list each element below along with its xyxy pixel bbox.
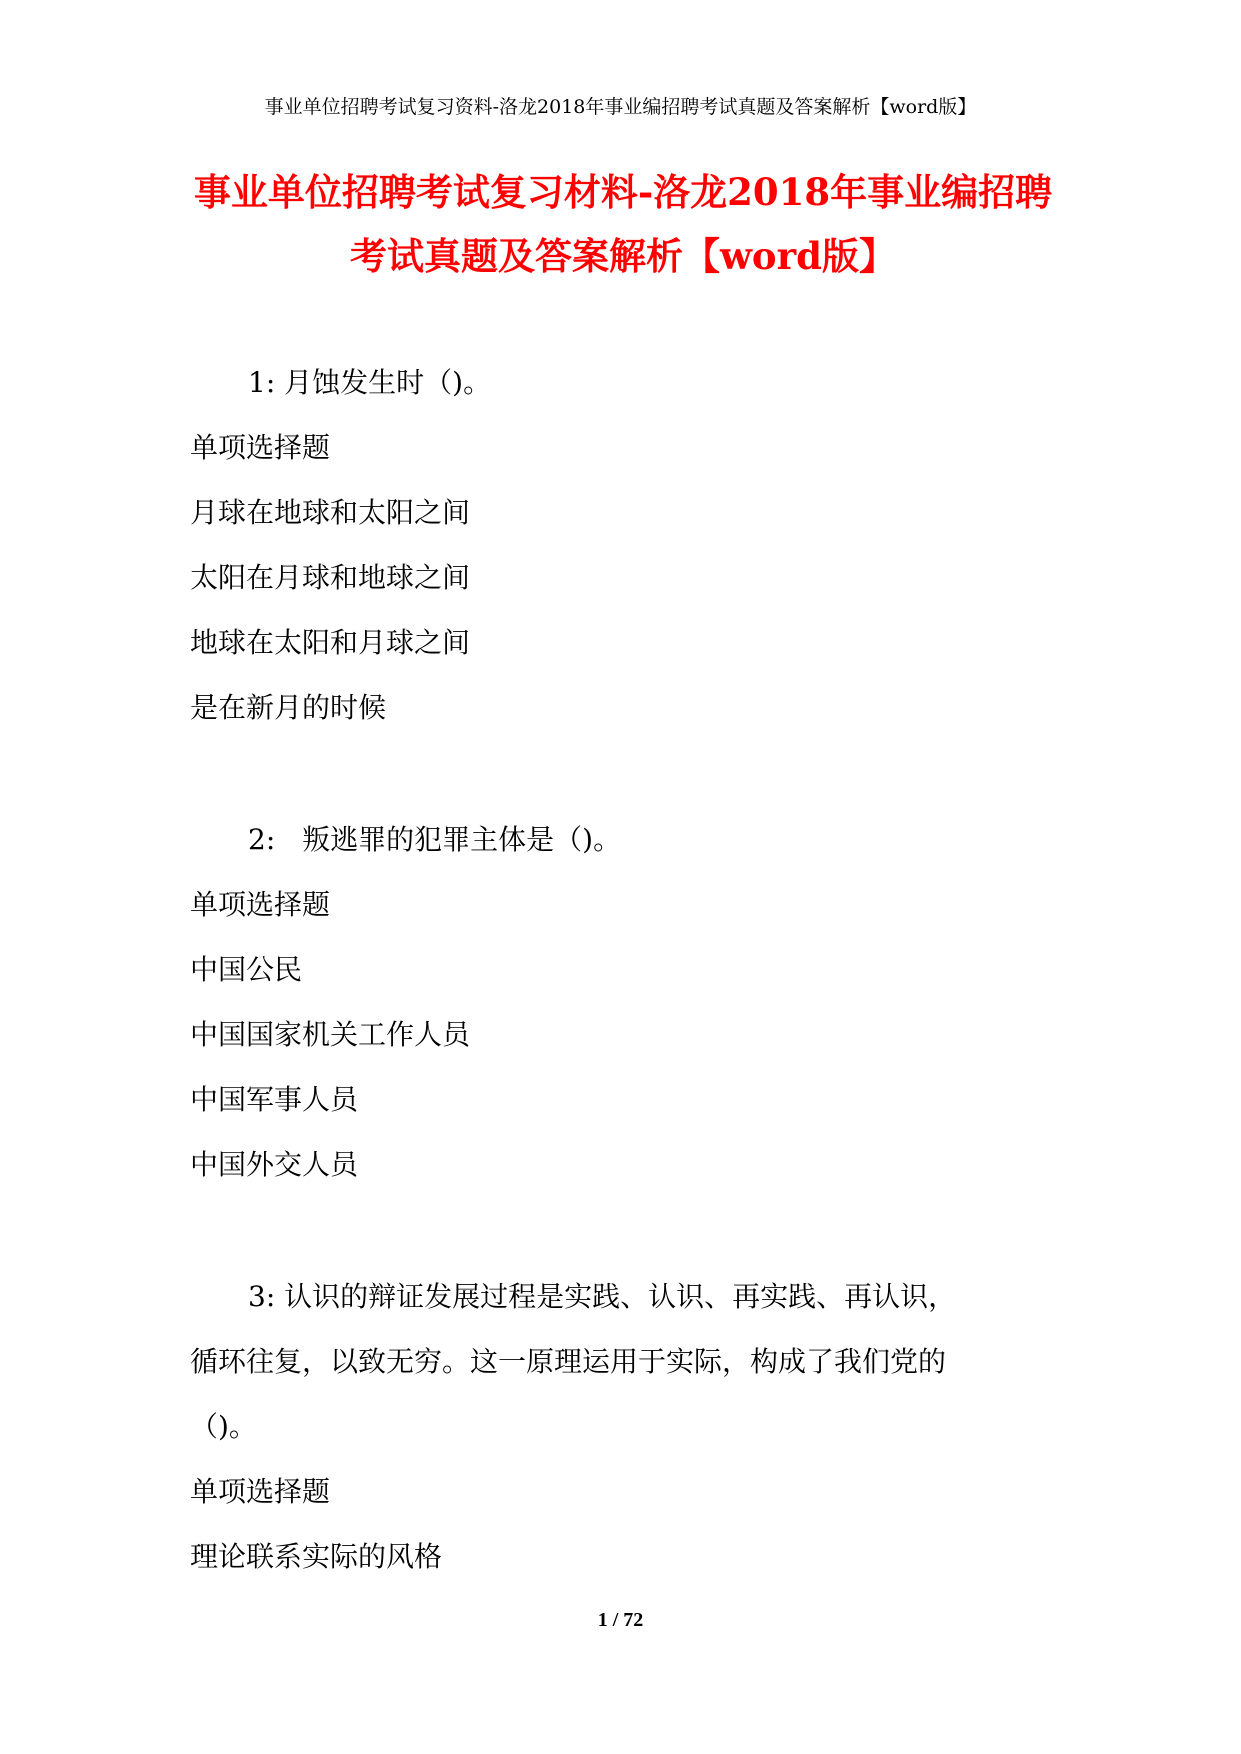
question-3-stem-line-2: 循环往复，以致无穷。这一原理运用于实际，构成了我们党的 (190, 1345, 947, 1378)
question-text-line-1: 认识的辩证发展过程是实践、认识、再实践、再认识， (284, 1280, 957, 1313)
question-2-stem (248, 820, 621, 860)
question-number: 1: (248, 366, 276, 399)
question-2-option-c: 中国军事人员 (190, 1083, 359, 1116)
question-number: 2: (248, 823, 276, 856)
page-indicator: 1 / 72 (597, 1609, 644, 1631)
question-1-option-a: 月球在地球和太阳之间 (190, 496, 471, 529)
title-line-2: 考试真题及答案解析【word版】 (350, 234, 896, 278)
question-number: 3: (248, 1280, 276, 1313)
question-3-type: 单项选择题 (190, 1475, 331, 1508)
question-1-stem (248, 363, 491, 403)
question-text: 叛逃罪的犯罪主体是（)。 (302, 823, 622, 856)
question-3-option-a: 理论联系实际的风格 (190, 1540, 443, 1573)
question-1-option-b: 太阳在月球和地球之间 (190, 561, 471, 594)
question-2-option-d: 中国外交人员 (190, 1148, 359, 1181)
question-1-type: 单项选择题 (190, 431, 331, 464)
question-1-option-d: 是在新月的时候 (190, 691, 387, 724)
question-2-option-a: 中国公民 (190, 953, 303, 986)
running-header: 事业单位招聘考试复习资料-洛龙2018年事业编招聘考试真题及答案解析【word版】 (264, 96, 977, 118)
question-text: 月蚀发生时（)。 (284, 366, 492, 399)
question-2-option-b: 中国国家机关工作人员 (190, 1018, 471, 1051)
document-title (188, 160, 1058, 288)
question-3-stem-line-3: （)。 (190, 1410, 257, 1443)
question-1-option-c: 地球在太阳和月球之间 (190, 626, 471, 659)
question-2-type: 单项选择题 (190, 888, 331, 921)
title-line-1: 事业单位招聘考试复习材料-洛龙2018年事业编招聘 (193, 170, 1053, 214)
question-3-stem (248, 1277, 956, 1317)
